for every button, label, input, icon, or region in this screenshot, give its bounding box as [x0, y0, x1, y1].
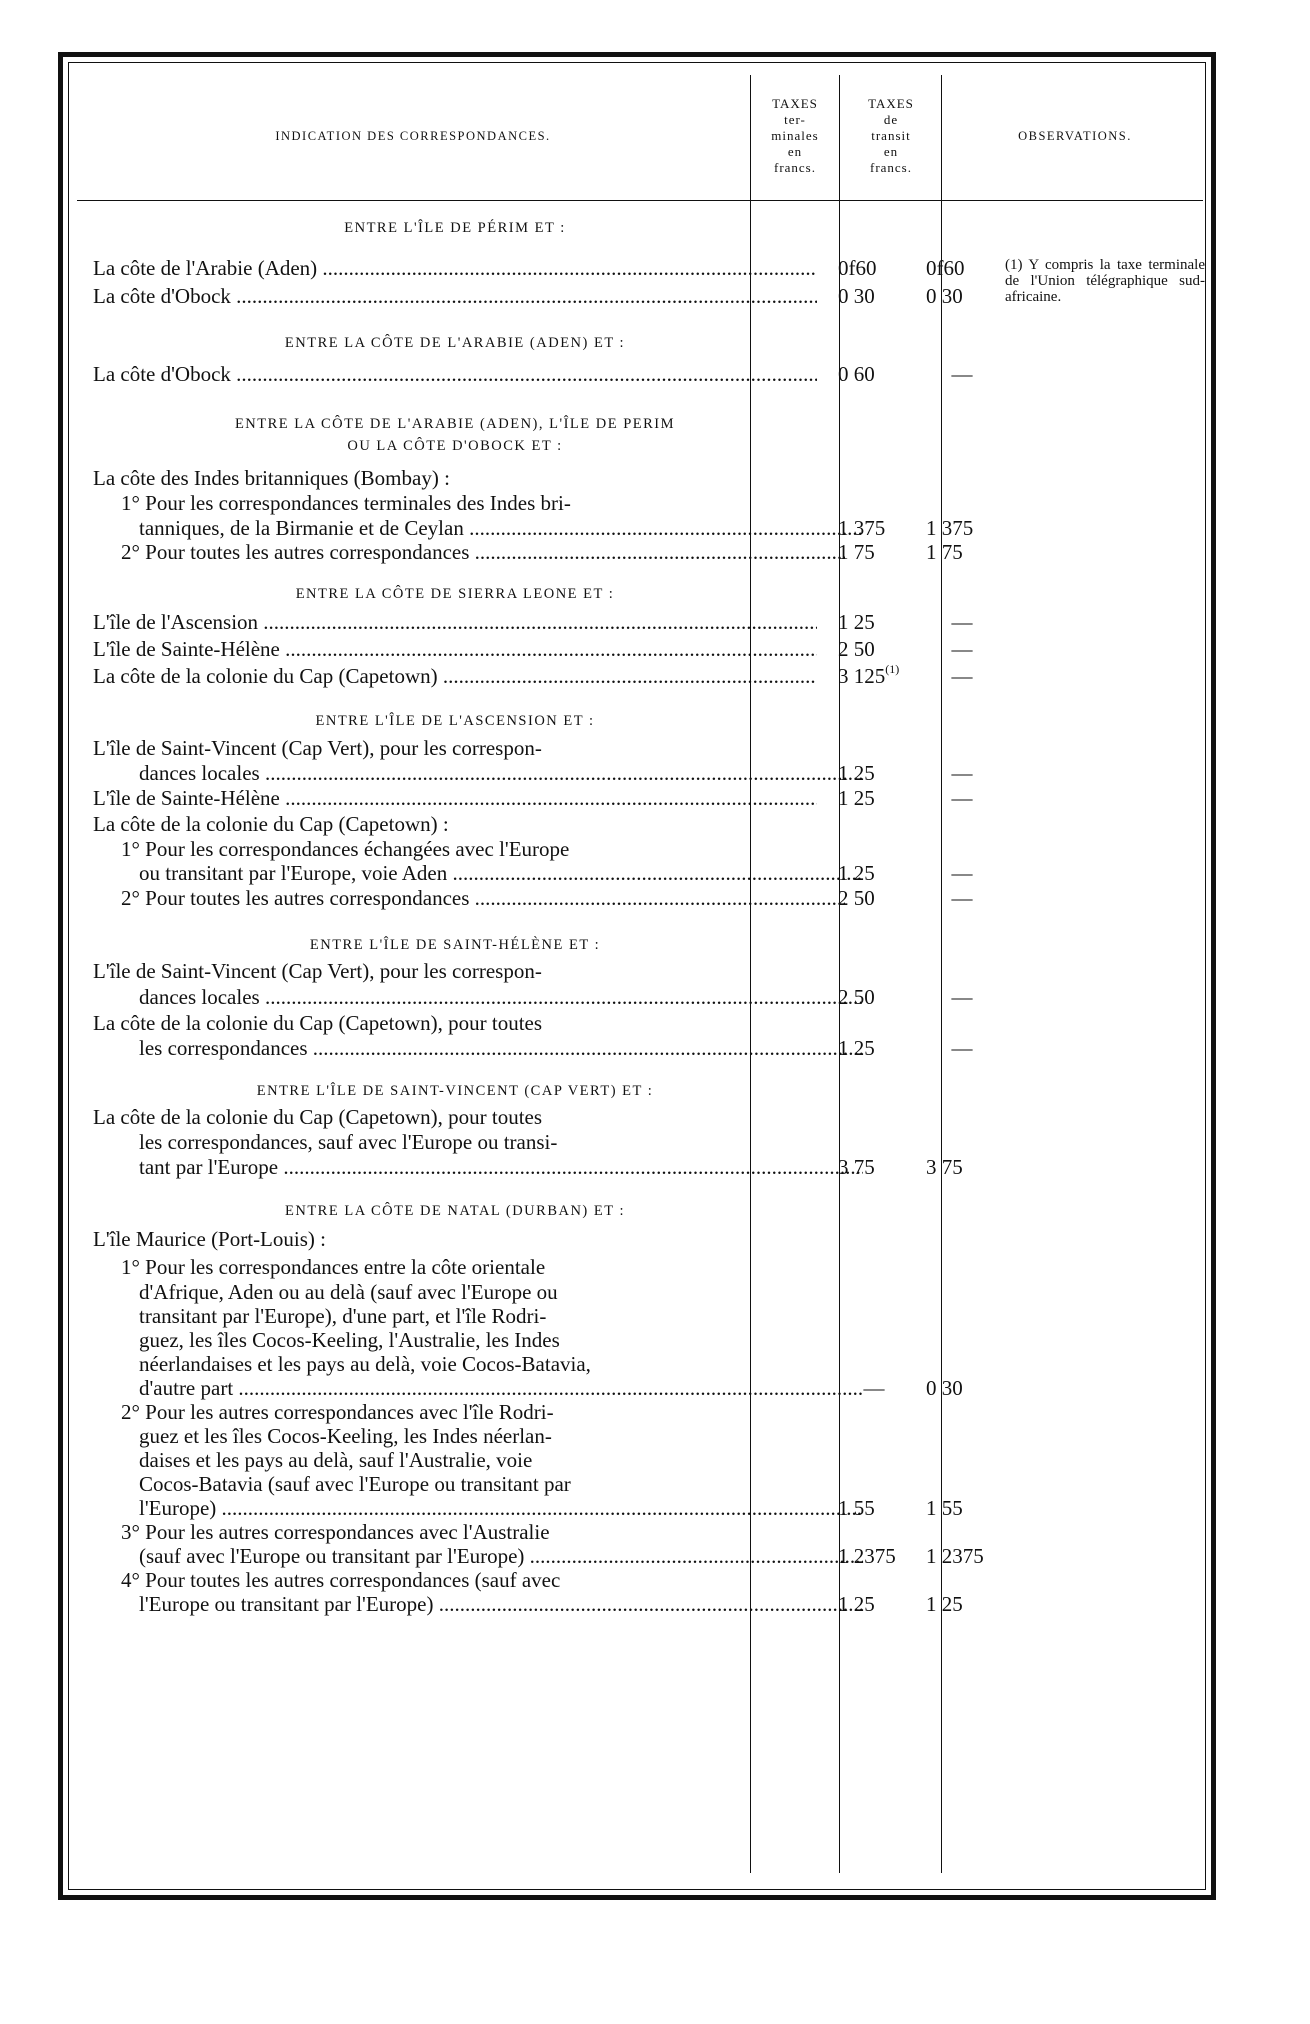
entry-label: ou transitant par l'Europe, voie Aden ..... — [139, 860, 863, 886]
transit-rate-value: 1 25 — [926, 1592, 963, 1616]
terminal-rate-value: 1 25 — [838, 786, 875, 810]
entry-label: tanniques, de la Birmanie et de Ceylan ..... — [139, 515, 863, 541]
text-line: 4° Pour toutes les autres correspondances (sauf avec — [121, 1568, 561, 1592]
table-row-entry — [93, 283, 817, 309]
table-row-entry — [93, 1543, 863, 1569]
section-heading: ENTRE L'ÎLE DE SAINT-VINCENT (CAP VERT) ET : — [256, 1083, 654, 1099]
header-transit — [843, 81, 939, 191]
terminal-rate-value: 3 75 — [838, 1155, 875, 1179]
transit-rate-value: — — [951, 664, 973, 688]
terminal-rate-value: 2 50 — [838, 985, 875, 1009]
table-row-entry — [93, 785, 817, 811]
text-line: Cocos-Batavia (sauf avec l'Europe ou transitant par — [139, 1472, 571, 1496]
header-transit-line: transit — [871, 128, 911, 143]
footnote-marker: (1) — [885, 662, 900, 676]
transit-rate-value: 0 30 — [926, 1376, 963, 1400]
table-row-entry — [93, 1591, 863, 1617]
table-row-entry — [93, 860, 863, 886]
header-terminal-line: en — [787, 144, 803, 159]
transit-rate-value: 1 55 — [926, 1496, 963, 1520]
terminal-rate-value: 1 25 — [838, 1592, 875, 1616]
table-row-entry — [93, 1375, 863, 1401]
transit-rate-value: 0 30 — [926, 284, 963, 308]
text-line: néerlandaises et les pays au delà, voie Cocos-Batavia, — [139, 1352, 591, 1376]
section-heading: ENTRE L'ÎLE DE SAINT-HÉLÈNE ET : — [309, 937, 601, 953]
entry-label: tant par l'Europe ..... — [139, 1154, 863, 1180]
entry-label: La côte de la colonie du Cap (Capetown) ..... — [93, 663, 817, 689]
transit-rate-value: 1 75 — [926, 540, 963, 564]
table-row-entry — [93, 636, 817, 662]
transit-rate-value: 1 2375 — [926, 1544, 984, 1568]
terminal-rate-value: 1 75 — [838, 540, 875, 564]
text-line: La côte de la colonie du Cap (Capetown) : — [93, 812, 449, 836]
table-row-entry — [93, 609, 817, 635]
entry-label: 2° Pour toutes les autres correspondances ..... — [121, 885, 845, 911]
text-line: 1° Pour les correspondances entre la côte orientale — [121, 1255, 546, 1279]
text-line: transitant par l'Europe), d'une part, et l'île Rodri- — [139, 1304, 547, 1328]
table-row-entry — [93, 984, 863, 1010]
terminal-rate-value: 0f60 — [838, 256, 877, 280]
transit-rate-value: — — [951, 985, 973, 1009]
table-row-entry — [93, 361, 817, 387]
entry-label: dances locales ..... — [139, 984, 863, 1010]
transit-rate-value: — — [951, 786, 973, 810]
table-row-entry — [93, 255, 817, 281]
section-heading: ENTRE LA CÔTE DE SIERRA LEONE ET : — [295, 586, 615, 602]
table-row-entry — [93, 1495, 863, 1521]
text-line: daises et les pays au delà, sauf l'Australie, voie — [139, 1448, 533, 1472]
text-line: guez, les îles Cocos-Keeling, l'Australie, les Indes — [139, 1328, 560, 1352]
text-line: La côte de la colonie du Cap (Capetown), pour toutes — [93, 1011, 543, 1035]
text-line: La côte de la colonie du Cap (Capetown), pour toutes — [93, 1105, 543, 1129]
terminal-rate-value: 0 60 — [838, 362, 875, 386]
section-heading: ENTRE LA CÔTE DE L'ARABIE (ADEN) ET : — [284, 335, 626, 351]
text-line: L'île de Saint-Vincent (Cap Vert), pour les correspon- — [93, 959, 542, 983]
entry-label: (sauf avec l'Europe ou transitant par l'Europe) ..... — [139, 1543, 863, 1569]
text-line: 1° Pour les correspondances échangées avec l'Europe — [121, 837, 570, 861]
transit-rate-value: — — [951, 761, 973, 785]
header-terminal-line: francs. — [773, 160, 816, 175]
entry-label: L'île de l'Ascension ..... — [93, 609, 817, 635]
transit-rate-value: — — [951, 362, 973, 386]
entry-label: l'Europe) ..... — [139, 1495, 863, 1521]
entry-label: dances locales ..... — [139, 760, 863, 786]
text-line: d'Afrique, Aden ou au delà (sauf avec l'Europe ou — [139, 1280, 558, 1304]
transit-rate-value: — — [951, 637, 973, 661]
entry-label: L'île de Sainte-Hélène ..... — [93, 785, 817, 811]
header-transit-line: TAXES — [868, 96, 914, 111]
section-heading: ENTRE L'ÎLE DE PÉRIM ET : — [344, 220, 566, 236]
terminal-rate-value: 1 55 — [838, 1496, 875, 1520]
text-line: 2° Pour les autres correspondances avec l'île Rodri- — [121, 1400, 554, 1424]
terminal-rate-value: 1 2375 — [838, 1544, 896, 1568]
text-line: 3° Pour les autres correspondances avec l'Australie — [121, 1520, 550, 1544]
entry-label: 2° Pour toutes les autres correspondances ..... — [121, 539, 845, 565]
header-transit-line: francs. — [869, 160, 912, 175]
text-line: L'île Maurice (Port-Louis) : — [93, 1227, 326, 1251]
text-line: guez et les îles Cocos-Keeling, les Indes néerlan- — [139, 1424, 552, 1448]
transit-rate-value: 1 375 — [926, 516, 974, 540]
text-line: L'île de Saint-Vincent (Cap Vert), pour les correspon- — [93, 736, 542, 760]
section-heading: ENTRE L'ÎLE DE L'ASCENSION ET : — [315, 713, 595, 729]
table-row-entry — [93, 1154, 863, 1180]
text-line: La côte des Indes britanniques (Bombay) : — [93, 466, 450, 490]
table-row-entry — [93, 663, 817, 689]
header-indication: INDICATION DES CORRESPONDANCES. — [275, 129, 551, 143]
section-heading: OU LA CÔTE D'OBOCK ET : — [347, 438, 563, 454]
header-terminal-line: ter- — [784, 112, 806, 127]
entry-label: l'Europe ou transitant par l'Europe) ..... — [139, 1591, 863, 1617]
terminal-rate-value: 1 375 — [838, 516, 886, 540]
header-rule — [77, 200, 1203, 201]
terminal-rate-value: 1 25 — [838, 610, 875, 634]
transit-rate-value: — — [951, 610, 973, 634]
table-row-entry — [93, 885, 845, 911]
transit-rate-value: 3 75 — [926, 1155, 963, 1179]
terminal-rate-value: 0 30 — [838, 284, 875, 308]
entry-label: La côte d'Obock ..... — [93, 361, 817, 387]
header-transit-line: en — [883, 144, 899, 159]
text-line: les correspondances, sauf avec l'Europe ou transi- — [139, 1130, 558, 1154]
transit-rate-value: — — [951, 861, 973, 885]
entry-label: d'autre part ..... — [139, 1375, 863, 1401]
section-heading: ENTRE LA CÔTE DE NATAL (DURBAN) ET : — [285, 1203, 625, 1219]
entry-label: les correspondances ..... — [139, 1035, 863, 1061]
entry-label: La côte de l'Arabie (Aden) ..... — [93, 255, 817, 281]
header-observations: OBSERVATIONS. — [1018, 129, 1132, 143]
terminal-rate-value: 1 25 — [838, 761, 875, 785]
terminal-rate-value: 2 50 — [838, 886, 875, 910]
header-terminal-line: TAXES — [772, 96, 818, 111]
entry-label: La côte d'Obock ..... — [93, 283, 817, 309]
transit-rate-value: — — [951, 886, 973, 910]
entry-label: L'île de Sainte-Hélène ..... — [93, 636, 817, 662]
terminal-rate-value: 2 50 — [838, 637, 875, 661]
table-row-entry — [93, 1035, 863, 1061]
header-transit-line: de — [883, 112, 899, 127]
table-row-entry — [93, 539, 845, 565]
table-row-entry — [93, 760, 863, 786]
observation-note: (1) Y compris la taxe terminale de l'Union télégraphique sud-africaine. — [1005, 257, 1205, 305]
transit-rate-value: 0f60 — [926, 256, 965, 280]
header-terminal — [753, 81, 837, 191]
terminal-rate-value: 1 25 — [838, 861, 875, 885]
terminal-rate-value: 3 125$^{(1)}$ — [838, 662, 900, 688]
section-heading: ENTRE LA CÔTE DE L'ARABIE (ADEN), L'ÎLE DE PERIM — [234, 416, 676, 432]
terminal-rate-value: 1 25 — [838, 1036, 875, 1060]
text-line: 1° Pour les correspondances terminales des Indes bri- — [121, 491, 571, 515]
terminal-rate-value: — — [863, 1376, 885, 1400]
transit-rate-value: — — [951, 1036, 973, 1060]
table-row-entry — [93, 515, 863, 541]
header-terminal-line: minales — [771, 128, 819, 143]
table-frame — [58, 52, 1216, 1900]
